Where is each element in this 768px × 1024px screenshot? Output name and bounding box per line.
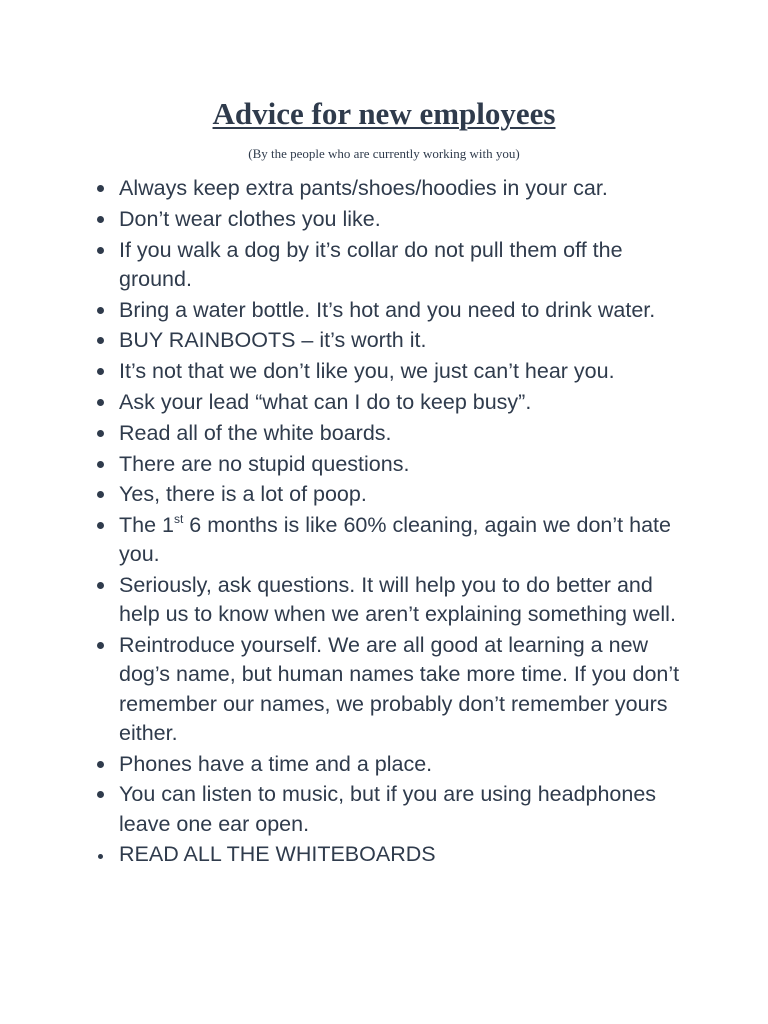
bullet-icon [97, 307, 104, 314]
advice-list [88, 174, 688, 871]
list-item: Read all of the white boards. [88, 419, 688, 448]
list-item: Always keep extra pants/shoes/hoodies in your car. [88, 174, 688, 203]
list-item: You can listen to music, but if you are using headphones leave one ear open. [88, 780, 688, 838]
list-item: Don’t wear clothes you like. [88, 205, 688, 234]
superscript: st [173, 512, 184, 527]
bullet-icon [97, 216, 104, 223]
bullet-icon [97, 185, 104, 192]
list-item: It’s not that we don’t like you, we just can’t hear you. [88, 357, 688, 386]
list-item: Phones have a time and a place. [88, 750, 688, 779]
bullet-icon [97, 337, 104, 344]
bullet-icon [97, 368, 104, 375]
page-title: Advice for new employees [212, 96, 556, 131]
list-item: Reintroduce yourself. We are all good at learning a new dog’s name, but human names take more time. If you don’t remember our names, we probably don’t remember yours either. [88, 631, 688, 748]
page-subtitle: (By the people who are currently working with you) [248, 146, 520, 161]
list-item: BUY RAINBOOTS – it’s worth it. [88, 326, 688, 355]
list-item: Ask your lead “what can I do to keep busy”. [88, 388, 688, 417]
bullet-icon [97, 582, 104, 589]
bullet-icon [97, 491, 104, 498]
list-item: Seriously, ask questions. It will help you to do better and help us to know when we aren’t explaining something well. [88, 571, 688, 629]
bullet-icon [97, 461, 104, 468]
bullet-icon [97, 642, 104, 649]
bullet-icon [97, 761, 104, 768]
list-item: READ ALL THE WHITEBOARDS [88, 840, 688, 869]
list-item: There are no stupid questions. [88, 450, 688, 479]
list-item: Yes, there is a lot of poop. [88, 480, 688, 509]
list-item: The 1st 6 months is like 60% cleaning, again we don’t hate you. [88, 511, 688, 569]
list-item: If you walk a dog by it’s collar do not pull them off the ground. [88, 236, 688, 294]
bullet-icon [97, 247, 104, 254]
bullet-icon [97, 791, 104, 798]
bullet-icon [97, 522, 104, 529]
bullet-icon [97, 399, 104, 406]
bullet-icon [98, 854, 103, 859]
list-item: Bring a water bottle. It’s hot and you need to drink water. [88, 296, 688, 325]
bullet-icon [97, 430, 104, 437]
